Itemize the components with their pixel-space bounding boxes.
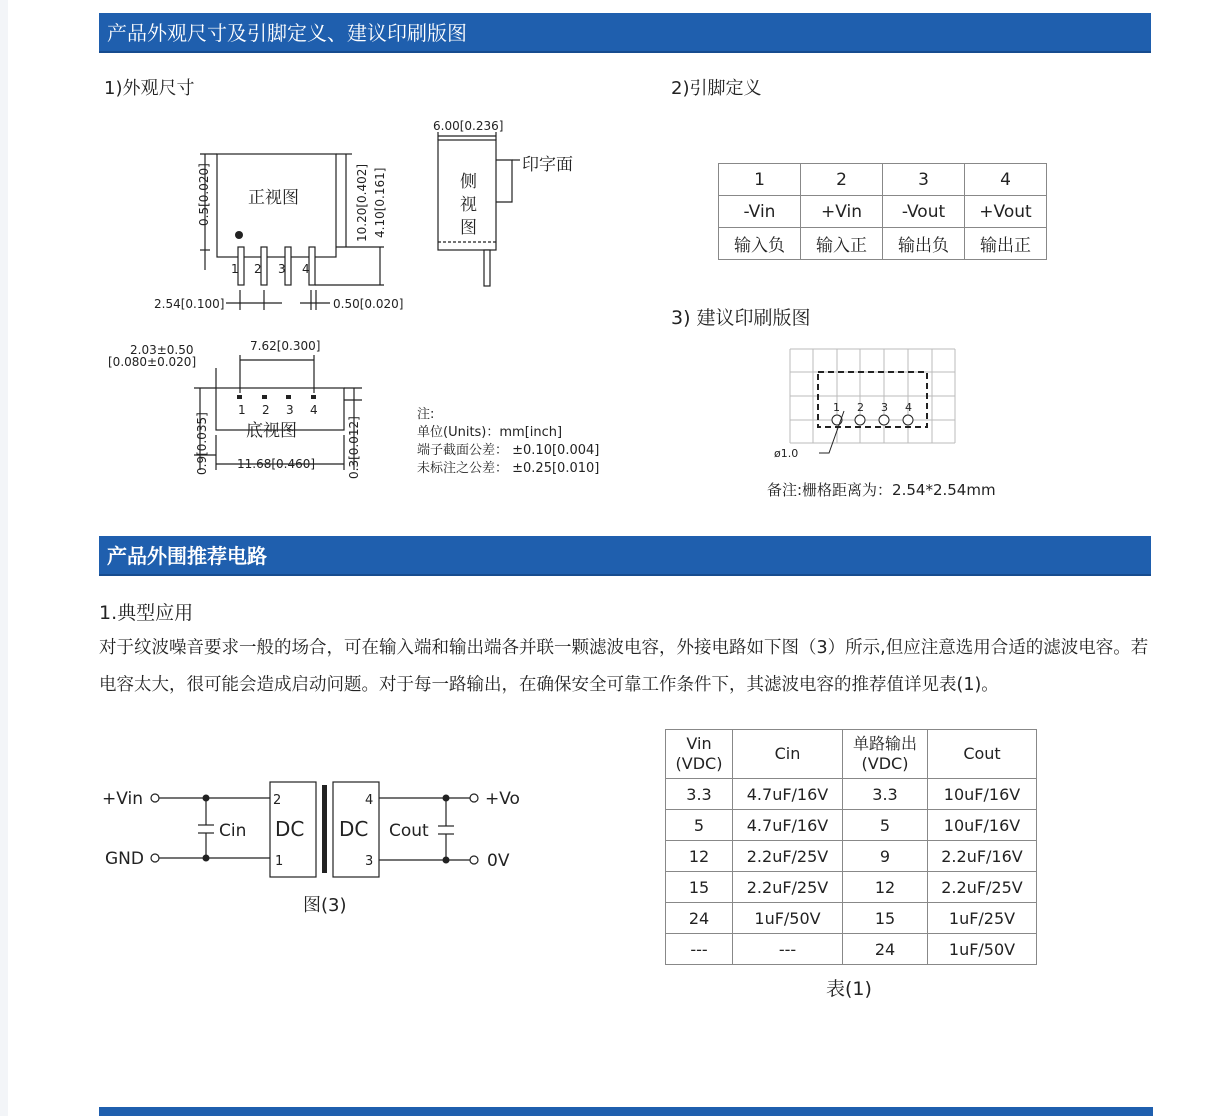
header-cout bbox=[928, 730, 1037, 779]
circuit-0v: 0V bbox=[487, 851, 510, 871]
dim-pin-width: 0.50[0.020] bbox=[333, 297, 404, 311]
circuit-dc-left: DC bbox=[275, 817, 305, 841]
circuit-pin-2: 2 bbox=[273, 793, 282, 808]
table-cell: --- bbox=[666, 934, 733, 965]
header-cin-label: Cin bbox=[774, 744, 801, 763]
bottom-pin-2: 2 bbox=[262, 403, 270, 417]
dim-length: 11.68[0.460] bbox=[237, 457, 316, 471]
circuit-pin-3: 3 bbox=[365, 854, 374, 869]
table-row bbox=[666, 934, 1037, 965]
table-cell: 5 bbox=[666, 810, 733, 841]
circuit-vin: +Vin bbox=[102, 789, 143, 809]
front-pin-4: 4 bbox=[302, 262, 310, 276]
pin-definition-heading: 2)引脚定义 bbox=[671, 78, 762, 99]
table-cell: 3.3 bbox=[666, 779, 733, 810]
pcb-pin-1: 1 bbox=[833, 401, 840, 414]
table-cell: 5 bbox=[843, 810, 928, 841]
circuit-gnd: GND bbox=[105, 849, 144, 869]
table-row bbox=[719, 228, 1047, 260]
table-cell: 15 bbox=[843, 903, 928, 934]
circuit-cin: Cin bbox=[219, 821, 247, 841]
capacitor-table bbox=[665, 729, 1037, 965]
pcb-pin-2: 2 bbox=[857, 401, 864, 414]
bottom-pin-4: 4 bbox=[310, 403, 318, 417]
pin-cell: 2 bbox=[801, 164, 883, 196]
table-cell: 12 bbox=[666, 841, 733, 872]
header-output bbox=[843, 730, 928, 779]
pin-cell: 4 bbox=[965, 164, 1047, 196]
pin-cell: 输入负 bbox=[719, 228, 801, 260]
dim-offset: 2.03±0.50 bbox=[130, 343, 194, 357]
dim-bottom-left: 0.9[0.035] bbox=[195, 412, 209, 475]
front-pin-1: 1 bbox=[231, 262, 239, 276]
page-left-edge bbox=[0, 0, 8, 1116]
pcb-hole-size: ø1.0 bbox=[774, 447, 799, 460]
circuit-pin-4: 4 bbox=[365, 793, 374, 808]
pin-cell: +Vout bbox=[965, 196, 1047, 228]
bottom-view-label: 底视图 bbox=[246, 421, 297, 441]
pin1-marker bbox=[235, 231, 243, 239]
next-section-header-edge bbox=[99, 1107, 1153, 1116]
front-view-label: 正视图 bbox=[248, 188, 299, 208]
table-cell: 15 bbox=[666, 872, 733, 903]
pcb-pin-4: 4 bbox=[905, 401, 912, 414]
circuit-dc-right: DC bbox=[339, 817, 369, 841]
pin-cell: +Vin bbox=[801, 196, 883, 228]
bottom-pin-3: 3 bbox=[286, 403, 294, 417]
table-row bbox=[666, 903, 1037, 934]
application-paragraph: 对于纹波噪音要求一般的场合，可在输入端和输出端各并联一颗滤波电容，外接电路如下图（3）所示,但应注意选用合适的滤波电容。若电容太大，很可能会造成启动问题。对于每一路输出，在确保安全可靠工作条件下，其滤波电容的推荐值详见表(1)。 bbox=[99, 638, 1149, 695]
transformer-bar bbox=[322, 785, 327, 873]
table-cell: 2.2uF/25V bbox=[733, 872, 843, 903]
figure-caption: 图(3) bbox=[303, 895, 347, 916]
table-cell: 2.2uF/16V bbox=[928, 841, 1037, 872]
dim-pitch: 2.54[0.100] bbox=[154, 297, 225, 311]
circuit-pin-1: 1 bbox=[275, 854, 284, 869]
table-cell: 24 bbox=[843, 934, 928, 965]
notes-tol-general: 未标注之公差： ±0.25[0.010] bbox=[417, 461, 600, 476]
pcb-pin-3: 3 bbox=[881, 401, 888, 414]
pin-cell: -Vout bbox=[883, 196, 965, 228]
dim-top-margin: 0.5[0.020] bbox=[197, 163, 211, 226]
dim-bottom-right: 0.3[0.012] bbox=[347, 416, 361, 479]
notes-unit: 单位(Units)：mm[inch] bbox=[417, 425, 563, 440]
header-cin bbox=[733, 730, 843, 779]
application-heading: 1.典型应用 bbox=[99, 602, 194, 624]
table-cell: 1uF/50V bbox=[733, 903, 843, 934]
dimensions-heading: 1)外观尺寸 bbox=[104, 78, 195, 99]
section-header-circuit: 产品外围推荐电路 bbox=[99, 536, 1151, 576]
pin-cell: 1 bbox=[719, 164, 801, 196]
table-cell: 2.2uF/25V bbox=[733, 841, 843, 872]
table-cell: --- bbox=[733, 934, 843, 965]
pin-cell: -Vin bbox=[719, 196, 801, 228]
dim-span: 7.62[0.300] bbox=[250, 339, 321, 353]
table-row bbox=[666, 841, 1037, 872]
table-cell: 12 bbox=[843, 872, 928, 903]
print-face-label: 印字面 bbox=[522, 155, 573, 175]
pin-cell: 输入正 bbox=[801, 228, 883, 260]
section-header-dimensions: 产品外观尺寸及引脚定义、建议印刷版图 bbox=[99, 13, 1151, 53]
header-cout-label: Cout bbox=[963, 744, 1001, 763]
notes-tol-pin: 端子截面公差： ±0.10[0.004] bbox=[417, 443, 600, 458]
pcb-layout-heading: 3) 建议印刷版图 bbox=[671, 307, 811, 329]
dim-side-width: 6.00[0.236] bbox=[433, 119, 504, 133]
pin-cell: 3 bbox=[883, 164, 965, 196]
table-row bbox=[719, 164, 1047, 196]
circuit-cout: Cout bbox=[389, 821, 429, 841]
table-caption: 表(1) bbox=[826, 978, 872, 1000]
notes-title: 注: bbox=[417, 407, 435, 422]
header-vin-label: Vin (VDC) bbox=[675, 734, 723, 773]
circuit-vo: +Vo bbox=[485, 789, 520, 809]
pin-definition-table bbox=[718, 163, 1047, 260]
table-cell: 10uF/16V bbox=[928, 810, 1037, 841]
table-cell: 9 bbox=[843, 841, 928, 872]
table-row bbox=[666, 779, 1037, 810]
table-cell: 24 bbox=[666, 903, 733, 934]
circuit-diagram bbox=[100, 775, 530, 925]
pcb-layout-note: 备注:栅格距离为：2.54*2.54mm bbox=[767, 481, 996, 499]
mechanical-drawing bbox=[100, 110, 620, 490]
table-cell: 4.7uF/16V bbox=[733, 779, 843, 810]
table-cell: 3.3 bbox=[843, 779, 928, 810]
table-cell: 10uF/16V bbox=[928, 779, 1037, 810]
side-view-char-1: 侧 bbox=[460, 172, 477, 192]
table-cell: 1uF/50V bbox=[928, 934, 1037, 965]
bottom-pin-1: 1 bbox=[238, 403, 246, 417]
table-cell: 2.2uF/25V bbox=[928, 872, 1037, 903]
front-pin-2: 2 bbox=[254, 262, 262, 276]
table-row bbox=[719, 196, 1047, 228]
dim-height: 10.20[0.402] bbox=[355, 163, 369, 242]
dim-offset-inch: [0.080±0.020] bbox=[108, 355, 197, 369]
dim-pin-length: 4.10[0.161] bbox=[373, 167, 387, 238]
table-header-row bbox=[666, 730, 1037, 779]
table-cell: 1uF/25V bbox=[928, 903, 1037, 934]
table-row bbox=[666, 810, 1037, 841]
pin-cell: 输出正 bbox=[965, 228, 1047, 260]
side-view-char-2: 视 bbox=[460, 195, 477, 215]
table-row bbox=[666, 872, 1037, 903]
table-cell: 4.7uF/16V bbox=[733, 810, 843, 841]
pcb-layout-drawing bbox=[770, 345, 970, 465]
header-vin bbox=[666, 730, 733, 779]
header-output-label: 单路输出 (VDC) bbox=[852, 734, 917, 773]
front-pin-3: 3 bbox=[278, 262, 286, 276]
pin-cell: 输出负 bbox=[883, 228, 965, 260]
side-view-char-3: 图 bbox=[460, 218, 477, 238]
